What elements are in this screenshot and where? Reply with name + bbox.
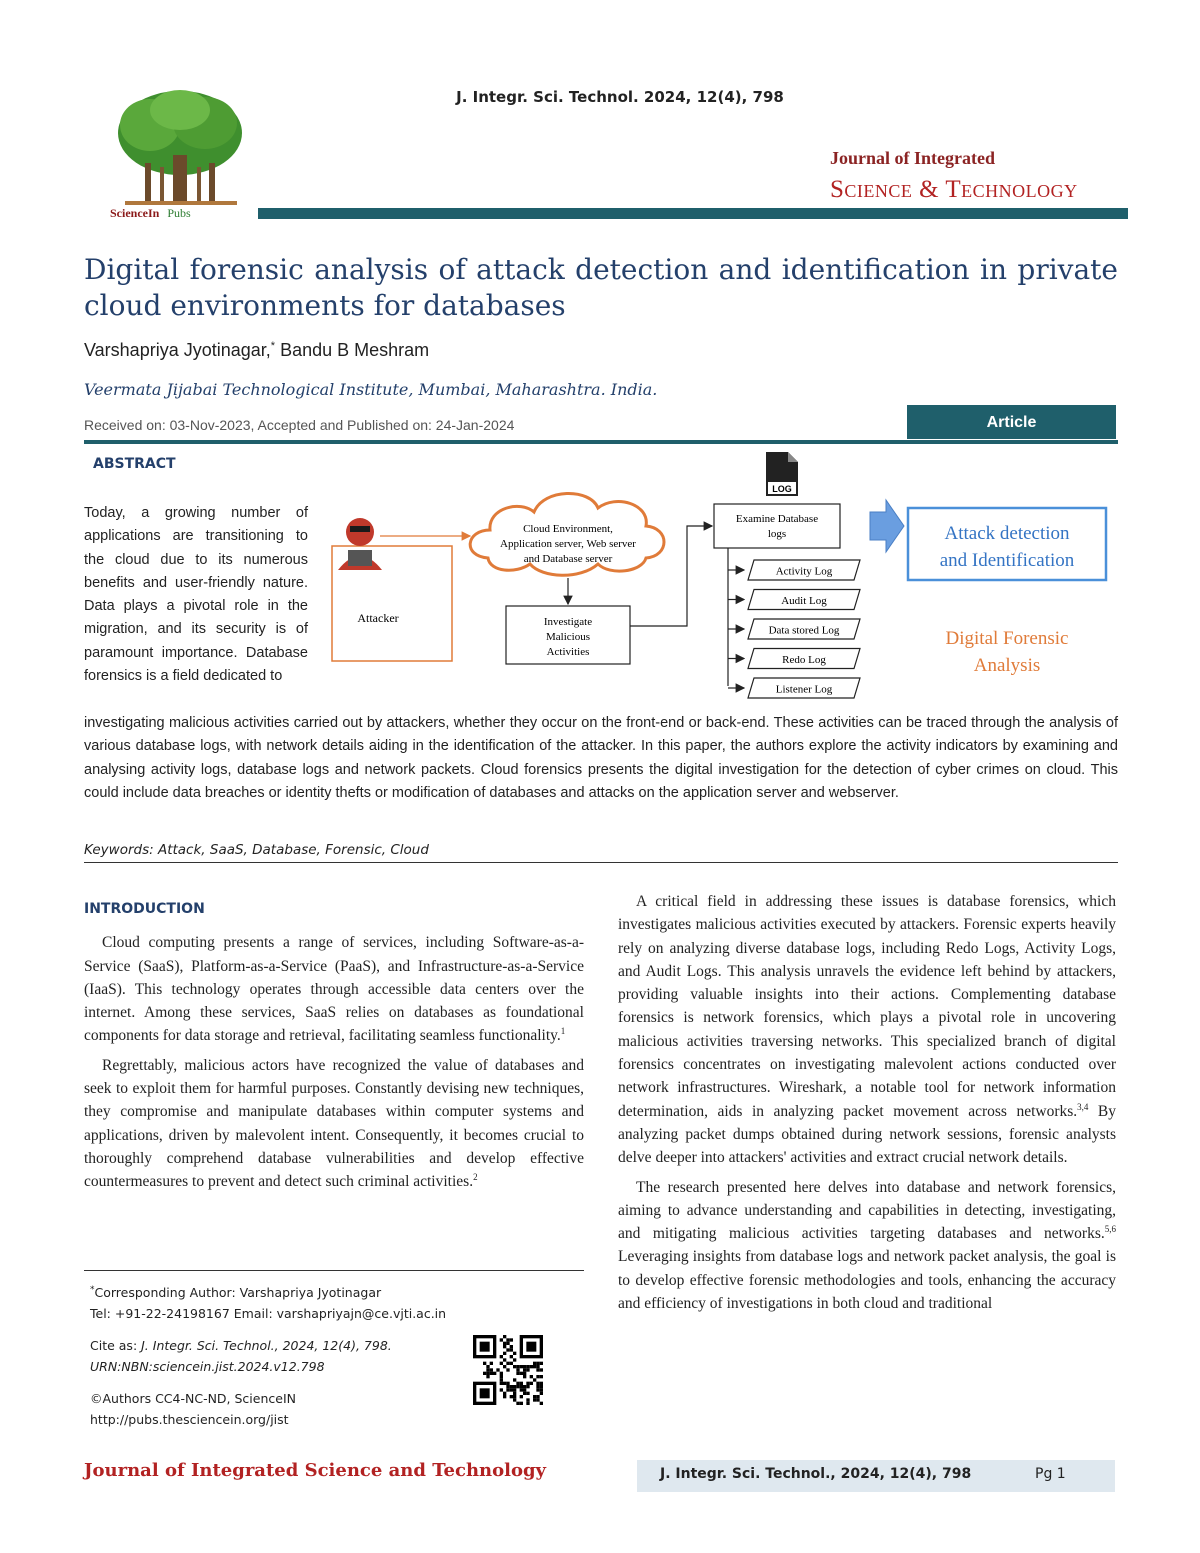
cite-label: Cite as: bbox=[90, 1338, 142, 1353]
dfa-label-line1: Digital Forensic bbox=[945, 628, 1069, 649]
corresponding-mark: * bbox=[270, 340, 276, 352]
keywords-divider bbox=[84, 862, 1118, 863]
journal-name-line2: Science & Technology bbox=[830, 176, 1078, 203]
article-type-badge: Article bbox=[907, 405, 1116, 439]
examine-box bbox=[714, 504, 840, 548]
journal-reference-header: J. Integr. Sci. Technol. 2024, 12(4), 798 bbox=[456, 88, 784, 106]
log-item-label: Audit Log bbox=[781, 595, 827, 607]
result-arrow-icon bbox=[870, 500, 904, 552]
examine-label-line2: logs bbox=[767, 528, 787, 540]
investigate-label-line3: Activities bbox=[546, 646, 590, 658]
right-paragraph-1a: A critical field in addressing these issues is database forensics, which investigates malicious activities executed by attackers. Forensic experts heavily rely on analyzing diverse database logs, including Redo Logs, Activity Logs, and Audit Logs. This analysis unravels the evidence left behind by attackers, providing valuable insights into their actions. Complementing database forensics is network forensics, which plays a pivotal role in uncovering malicious activities traversing networks. This specialized branch of digital forensics concentrates on investigating malevolent actions conducted over network infrastructures. Wireshark, a notable tool for network information determination, aids in analyzing packet movement across networks. bbox=[618, 893, 1116, 1120]
cloud-label-line1: Cloud Environment, bbox=[523, 523, 613, 535]
cloud-label-line3: and Database server bbox=[523, 553, 613, 565]
footnote-mark: * bbox=[90, 1284, 95, 1295]
license: ©Authors CC4-NC-ND, ScienceIN bbox=[90, 1391, 296, 1406]
log-icon-label: LOG bbox=[772, 484, 792, 494]
logo-wordmark-left: ScienceIn bbox=[110, 206, 160, 220]
footer-journal-name: Journal of Integrated Science and Technology bbox=[84, 1460, 547, 1481]
cite-as bbox=[90, 1336, 470, 1357]
citation-5-6: 5,6 bbox=[1104, 1224, 1116, 1234]
intro-paragraph-1 bbox=[84, 931, 584, 1047]
right-paragraph-2b: Leveraging insights from database logs and network packet analysis, the goal is to develop effective forensic methodologies and tools, enhancing the accuracy and efficiency of investigations in both cloud and traditional bbox=[618, 1248, 1116, 1313]
tree-logo-icon bbox=[105, 85, 255, 225]
journal-name-line1: Journal of Integrated bbox=[830, 148, 995, 168]
dfa-label-line2: Analysis bbox=[973, 655, 1041, 676]
intro-paragraph-2 bbox=[84, 1054, 584, 1194]
right-paragraph-1b: By analyzing packet dumps obtained during network sessions, forensic analysts delve deeper into attackers' activities and extract crucial network details. bbox=[618, 1102, 1116, 1167]
right-paragraph-2 bbox=[618, 1176, 1116, 1316]
corresponding-author bbox=[90, 1283, 470, 1304]
right-paragraph-2a: The research presented here delves into database and network forensics, aiming to advance understanding and capabilities in detecting, investigating, and mitigating malicious activities targeting databases and networks. bbox=[618, 1178, 1116, 1243]
result-label-line2: and Identification bbox=[939, 550, 1075, 571]
citation-1: 1 bbox=[560, 1026, 566, 1037]
keywords: Keywords: Attack, SaaS, Database, Forensic, Cloud bbox=[84, 842, 429, 858]
article-title: Digital forensic analysis of attack detection and identification in private cloud environments for databases bbox=[84, 253, 1118, 322]
result-label-line1: Attack detection bbox=[944, 523, 1070, 544]
citation-3-4: 3,4 bbox=[1077, 1101, 1089, 1112]
urn: URN:NBN:sciencein.jist.2024.v12.798 bbox=[90, 1358, 325, 1374]
log-item-label: Data stored Log bbox=[768, 624, 840, 637]
abstract-heading: ABSTRACT bbox=[93, 456, 176, 472]
right-column bbox=[618, 890, 1116, 1315]
attacker-label: Attacker bbox=[357, 611, 399, 625]
header-divider bbox=[258, 208, 1128, 219]
cite-reference: J. Integr. Sci. Technol., 2024, 12(4), 798. bbox=[141, 1338, 392, 1353]
footnote-divider bbox=[84, 1270, 584, 1271]
cloud-label-line2: Application server, Web server bbox=[500, 538, 636, 550]
intro-paragraph-2-text: Regrettably, malicious actors have recognized the value of databases and seek to exploit them for harmful purposes. Constantly devising new techniques, they compromise and manipulate databases within computer systems and applications, driven by malevolent intent. Consequently, it becomes crucial to thoroughly comprehend database vulnerabilities and develop effective countermeasures to prevent and detect such criminal activities. bbox=[84, 1056, 584, 1191]
investigate-label-line2: Malicious bbox=[546, 631, 590, 643]
received-dates: Received on: 03-Nov-2023, Accepted and Published on: 24-Jan-2024 bbox=[84, 417, 515, 433]
footnote bbox=[90, 1283, 470, 1430]
received-divider bbox=[84, 440, 1118, 444]
log-item-label: Listener Log bbox=[775, 683, 833, 696]
journal-url[interactable]: http://pubs.thesciencein.org/jist bbox=[90, 1411, 289, 1427]
examine-label-line1: Examine Database bbox=[735, 513, 819, 525]
logo-wordmark bbox=[110, 206, 191, 221]
log-item-label: Activity Log bbox=[775, 565, 833, 578]
investigate-label-line1: Investigate bbox=[543, 616, 593, 628]
author-secondary: Bandu B Meshram bbox=[275, 340, 430, 360]
left-column bbox=[84, 898, 584, 1194]
page-number: Pg 1 bbox=[1035, 1466, 1066, 1482]
introduction-heading: INTRODUCTION bbox=[84, 901, 205, 917]
right-paragraph-1 bbox=[618, 890, 1116, 1170]
abstract-text-left: Today, a growing number of applications are transitioning to the cloud due to its numerous benefits and user-friendly nature. Data plays a pivotal role in the migration, and its security is of paramount importance. Database forensics is a field dedicated to bbox=[84, 505, 308, 685]
footer-reference: J. Integr. Sci. Technol., 2024, 12(4), 798 bbox=[660, 1466, 972, 1482]
graphical-abstract-figure bbox=[330, 450, 1120, 700]
logo-wordmark-right: Pubs bbox=[167, 206, 191, 220]
corresponding-author-text: Corresponding Author: Varshapriya Jyotinagar bbox=[94, 1285, 382, 1300]
contact-info: Tel: +91-22-24198167 Email: varshapriyajn@ce.vjti.ac.in bbox=[90, 1305, 447, 1321]
log-item-label: Redo Log bbox=[782, 654, 826, 666]
author-primary: Varshapriya Jyotinagar, bbox=[84, 340, 271, 360]
affiliation: Veermata Jijabai Technological Institute, Mumbai, Maharashtra. India. bbox=[84, 380, 658, 399]
citation-2: 2 bbox=[473, 1172, 478, 1183]
abstract-text-continued: investigating malicious activities carried out by attackers, whether they occur on the front-end or back-end. These activities can be traced through the analysis of various database logs, with network details aiding in the identification of the attacker. In this paper, the authors explore the activity indicators by examining and analysing activity logs, database logs and network packets. Cloud forensics presents the digital investigation for the detection of cyber crimes on cloud. This could include data breaches or identity thefts or modification of databases and attacks on the application server and webserver. bbox=[84, 715, 1118, 801]
intro-paragraph-1-text: Cloud computing presents a range of services, including Software-as-a-Service (SaaS), Platform-as-a-Service (PaaS), and Infrastructure-as-a-Service (IaaS). This technology operates through accessible data centers over the internet. Among these services, SaaS relies on databases as foundational components for data storage and retrieval, facilitating seamless functionality. bbox=[84, 934, 584, 1045]
log-list bbox=[728, 560, 860, 698]
qr-code-icon[interactable] bbox=[473, 1335, 543, 1405]
author-list bbox=[84, 340, 429, 361]
